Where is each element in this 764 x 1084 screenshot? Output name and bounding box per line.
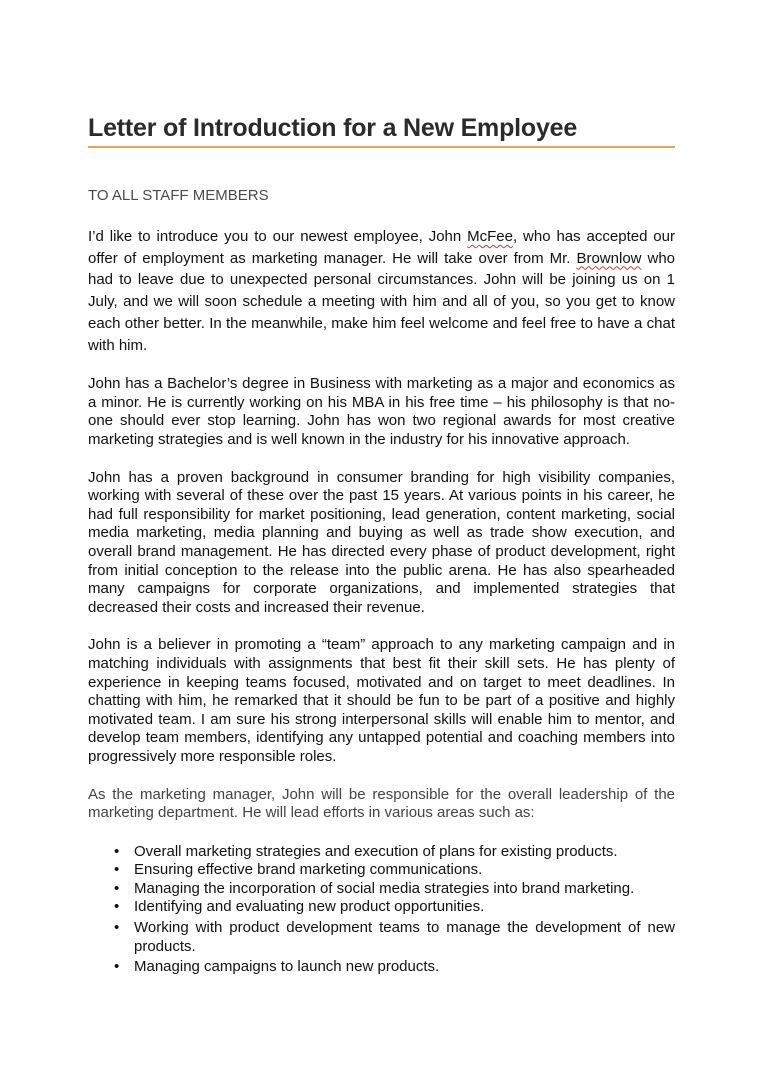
bullet-icon: •: [114, 958, 120, 976]
list-item-text: Identifying and evaluating new product opportunities.: [134, 898, 485, 916]
paragraph-background: John has a proven background in consumer branding for high visibility companies, working with several of these over the past 15 years. At various points in his career, he had full responsibility for market positioning, lead generation, content marketing, social media marketing, media planning and buying as well as trade show execution, and overall brand management. He has directed every phase of product development, right from initial conception to the release into the public arena. He has also spearheaded many campaigns for corporate organizations, and implemented strategies that decreased their costs and increased their revenue.: [88, 468, 675, 616]
spellcheck-word-brownlow[interactable]: Brownlow: [576, 249, 642, 267]
list-item: [88, 861, 675, 880]
list-item-text: Managing campaigns to launch new products.: [134, 958, 440, 976]
list-item: [88, 898, 675, 917]
list-item: [88, 843, 675, 862]
list-item-text: Working with product development teams to manage the development of new products.: [134, 919, 675, 955]
bullet-icon: •: [114, 898, 120, 916]
list-item: [88, 880, 675, 899]
document-title: Letter of Introduction for a New Employee: [88, 112, 675, 148]
intro-text-part-2: , who has accepted our offer of employment as marketing manager. He will take over from Mr.: [88, 228, 675, 267]
list-item: [88, 919, 675, 956]
bullet-icon: •: [114, 879, 120, 897]
bullet-icon: •: [114, 861, 120, 879]
letter-page: [88, 112, 675, 977]
paragraph-team-approach: John is a believer in promoting a “team” approach to any marketing campaign and in matching individuals with assignments that best fit their skill sets. He has plenty of experience in keeping teams focused, motivated and on target to meet deadlines. In chatting with him, he remarked that it should be fun to be part of a positive and highly motivated team. I am sure his strong interpersonal skills will enable him to mentor, and develop team members, identifying any untapped potential and coaching members into progressively more responsible roles.: [88, 636, 675, 765]
paragraph-introduction: [88, 226, 675, 356]
bullet-icon: •: [114, 919, 120, 937]
list-item: [88, 958, 675, 977]
spellcheck-word-mcfee[interactable]: McFee: [467, 228, 513, 245]
intro-text-part-3: who had to leave due to unexpected personal circumstances. John will be joining us on 1 July, and we will soon schedule a meeting with him and all of you, so you get to know each other better. In the meanwhile, make him feel welcome and feel free to have a chat with him.: [88, 249, 676, 354]
salutation: TO ALL STAFF MEMBERS: [88, 187, 269, 204]
list-item-text: Ensuring effective brand marketing communications.: [134, 861, 483, 879]
paragraph-education: John has a Bachelor’s degree in Business with marketing as a major and economics as a minor. He is currently working on his MBA in his free time – his philosophy is that no-one should ever stop learning. John has won two regional awards for most creative marketing strategies and is well known in the industry for his innovative approach.: [88, 375, 675, 448]
bullet-icon: •: [114, 842, 120, 860]
paragraph-responsibilities: As the marketing manager, John will be responsible for the overall leadership of the marketing department. He will lead efforts in various areas such as:: [88, 785, 675, 822]
list-item-text: Overall marketing strategies and execution of plans for existing products.: [134, 842, 618, 860]
responsibilities-list: [88, 843, 675, 977]
list-item-text: Managing the incorporation of social media strategies into brand marketing.: [134, 879, 635, 897]
intro-text-part-1: I’d like to introduce you to our newest employee, John: [88, 228, 468, 245]
